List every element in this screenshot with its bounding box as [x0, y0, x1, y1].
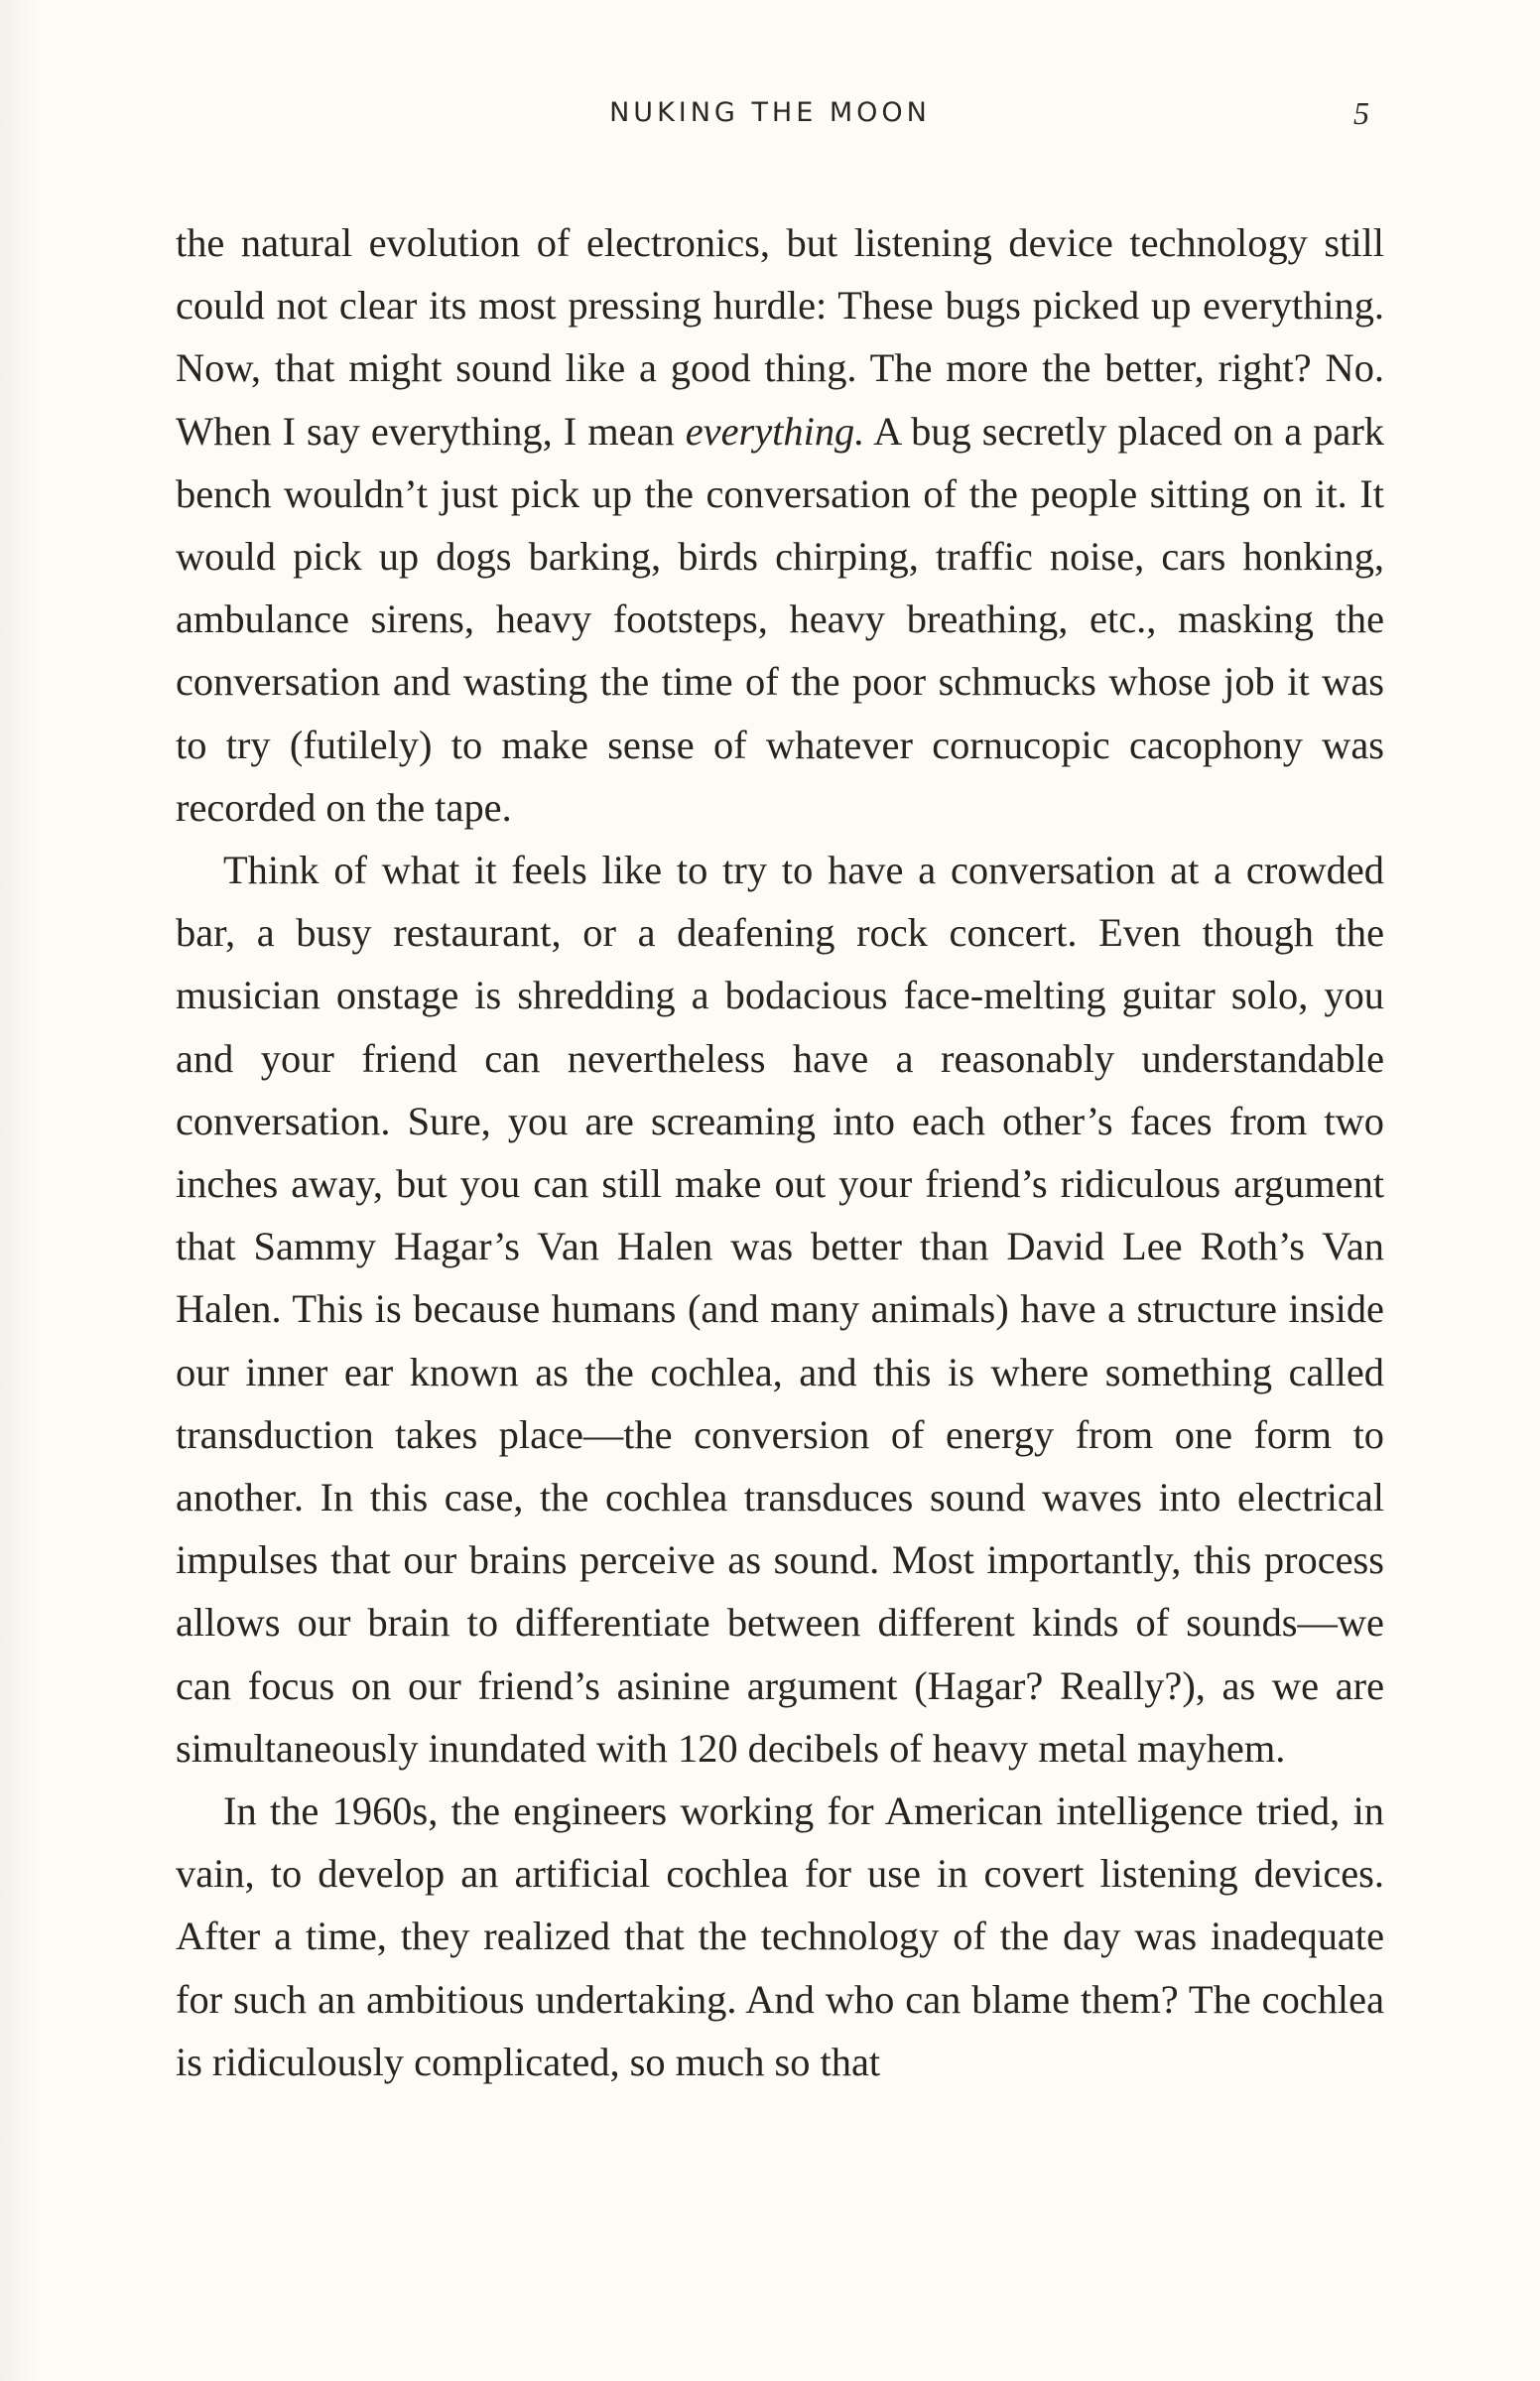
running-title: NUKING THE MOON [609, 97, 931, 128]
paragraph-1-text-start: the natural evolution of electronics, but listening device technology still could not clear its most pressing hurdle: These bugs picked up everything. Now, that might sound like a good thing. The more the better, right? No. When I say everything, I mean [176, 220, 1384, 454]
paragraph-2: Think of what it feels like to try to have a conversation at a crowded bar, a busy restaurant, or a deafening rock concert. Even though the musician onstage is shredding a bodacious face-melting guitar solo, you and your friend can nevertheless have a reasonably understandable conversation. Sure, you are screaming into each other’s faces from two inches away, but you can still make out your friend’s ridiculous argument that Sammy Hagar’s Van Halen was better than David Lee Roth’s Van Halen. This is because humans (and many animals) have a structure inside our inner ear known as the cochlea, and this is where something called transduction takes place—the conversion of energy from one form to another. In this case, the cochlea transduces sound waves into electrical impulses that our brains perceive as sound. Most importantly, this process allows our brain to differentiate between different kinds of sounds—we can focus on our friend’s asinine argument (Hagar? Really?), as we are simultaneously inundated with 120 decibels of heavy metal mayhem. [176, 848, 1384, 1771]
page-number: 5 [1353, 95, 1369, 131]
paragraph-3: In the 1960s, the engineers working for American intelligence tried, in vain, to develop an artificial cochlea for use in covert listening devices. After a time, they realized that the technology of the day was inadequate for such an ambitious undertaking. And who can blame them? The cochlea is ridiculously complicated, so much so that [176, 1788, 1384, 2084]
paragraph-1-text-end: A bug secretly placed on a park bench wouldn’t just pick up the conversation of the people sitting on it. It would pick up dogs barking, birds chirping, traffic noise, cars honking, ambulance sirens, heavy footsteps, heavy breathing, etc., masking the conversation and wasting the time of the poor schmucks whose job it was to try (futilely) to make sense of whatever cornucopic cacophony was recorded on the tape. [176, 408, 1384, 830]
paragraph-1 [176, 211, 1384, 839]
paragraph-1-emphasis: everything. [685, 408, 865, 454]
running-head [0, 91, 1540, 135]
body-text [176, 211, 1384, 2093]
page-edge-shadow [0, 0, 40, 2381]
